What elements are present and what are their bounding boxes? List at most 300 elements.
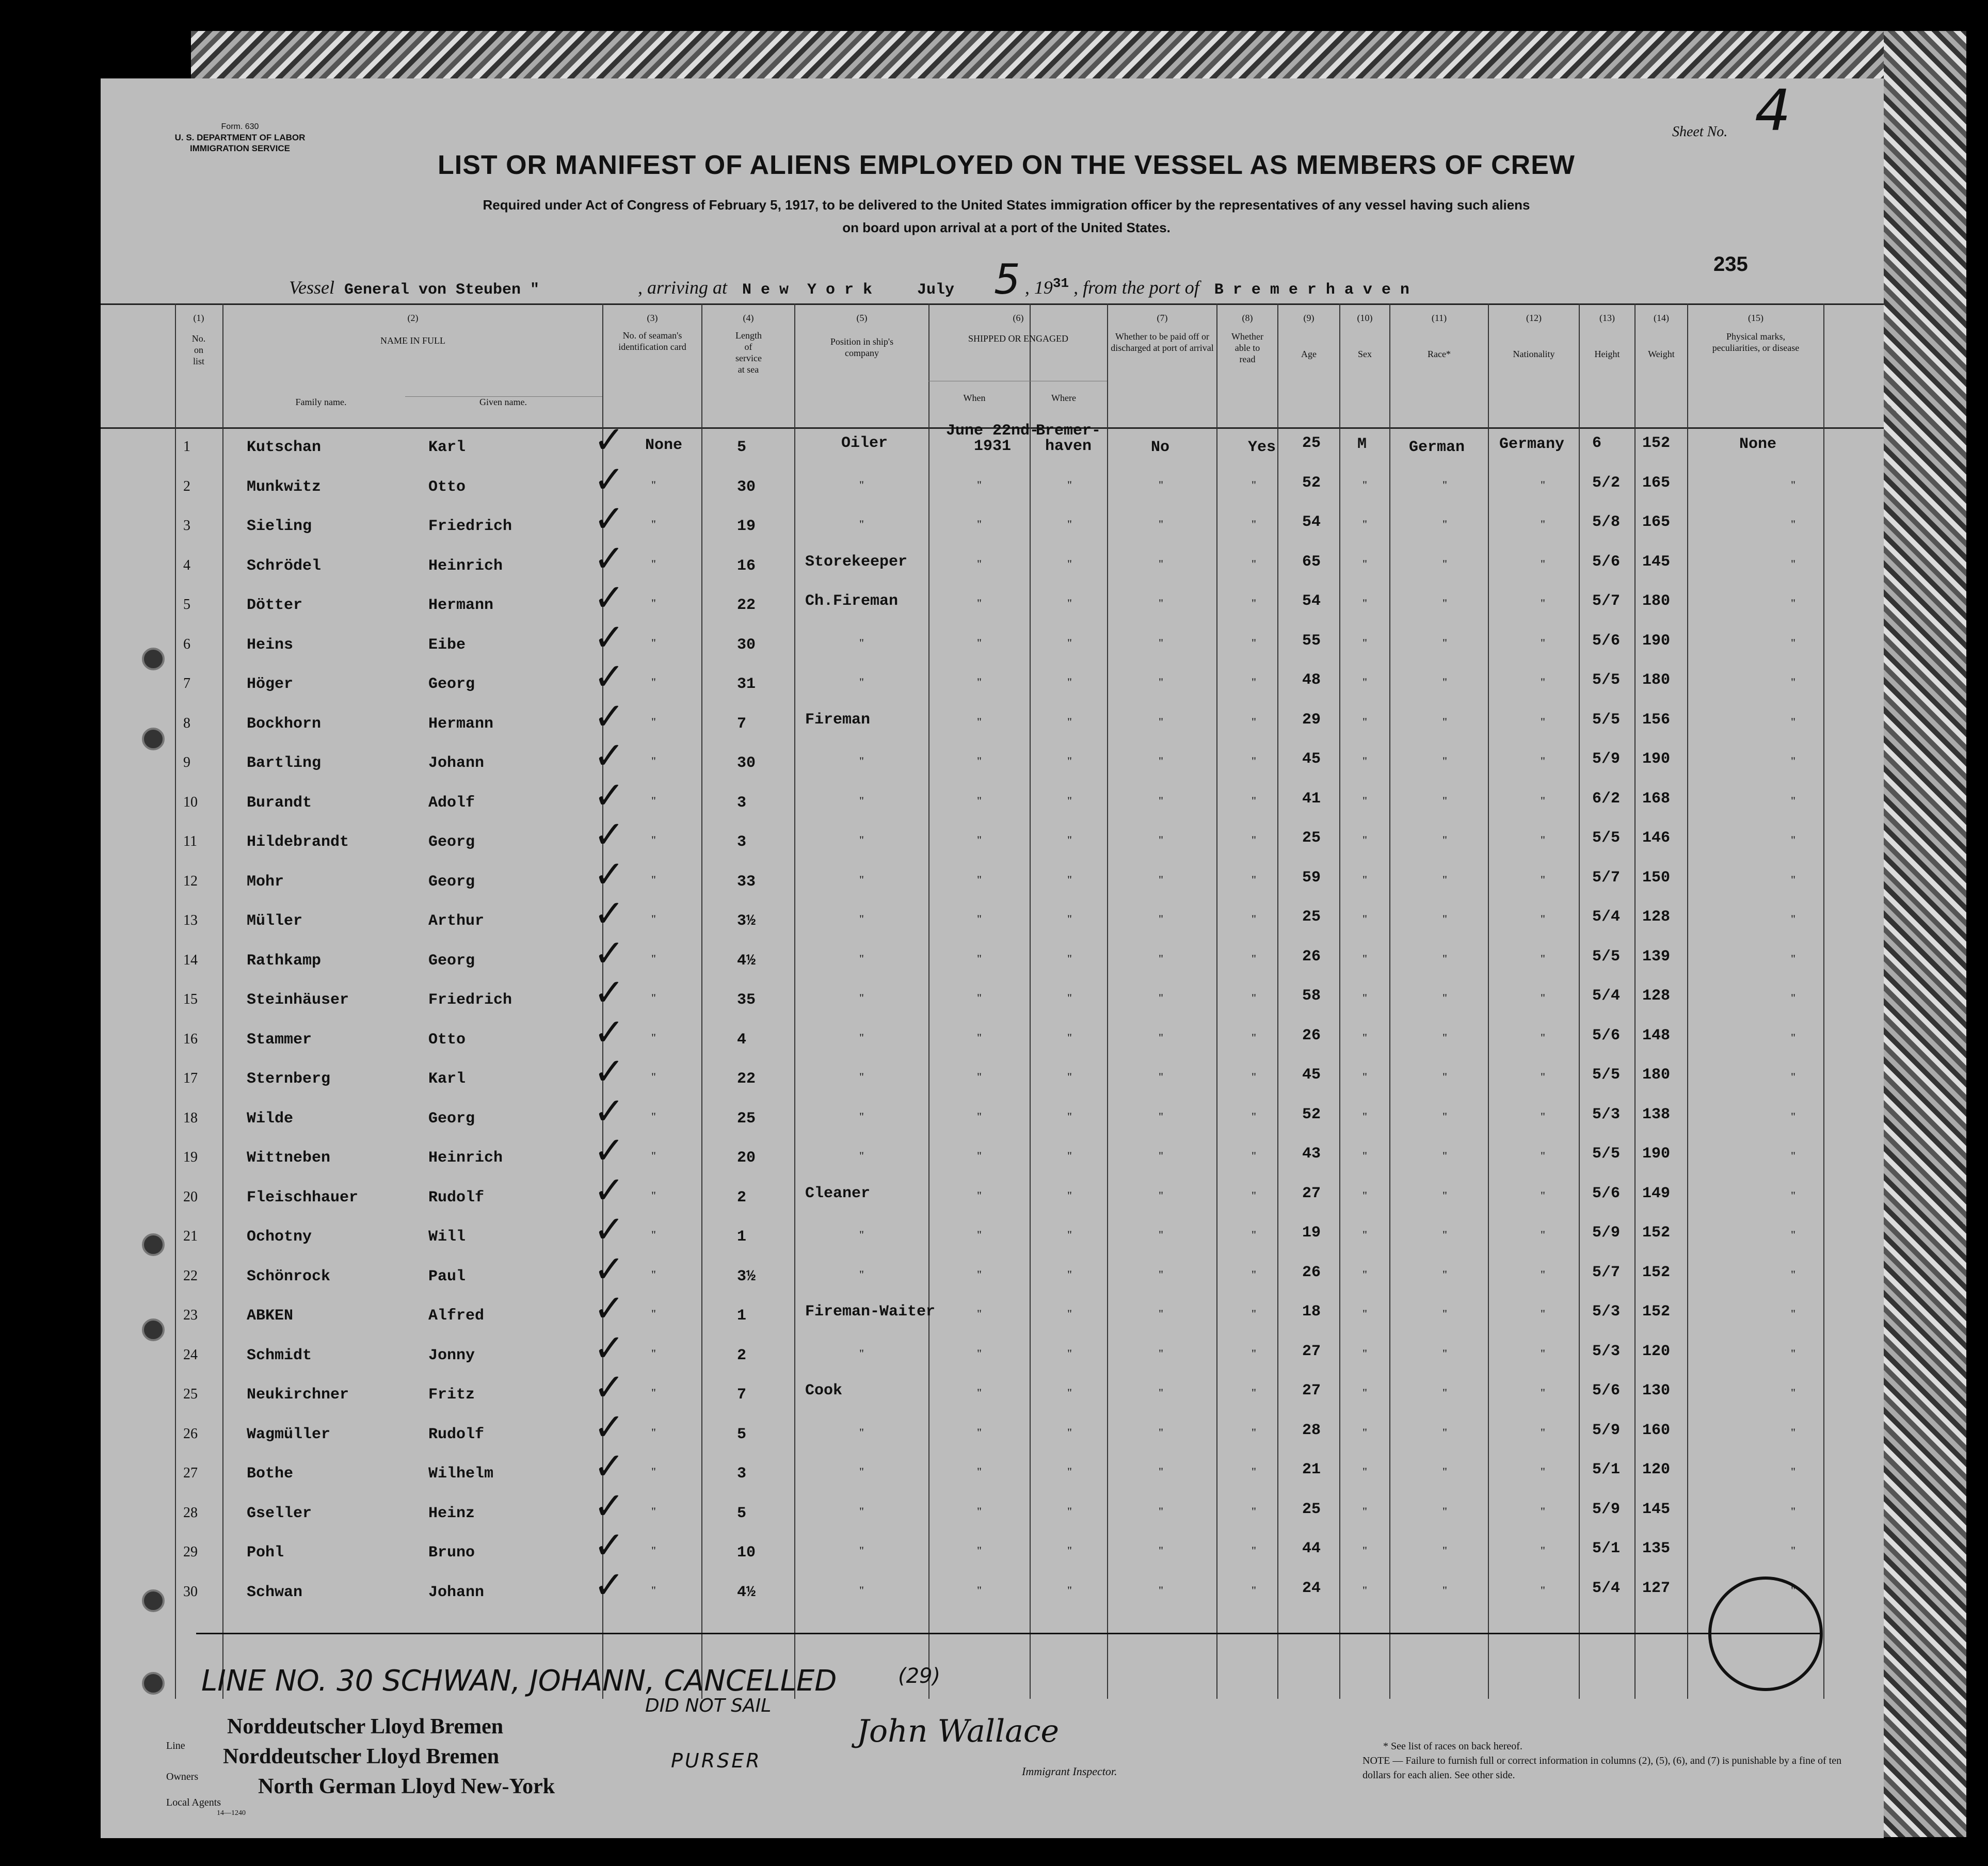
ditto-mark: " xyxy=(1541,873,1545,886)
age: 29 xyxy=(1302,711,1321,729)
print-code: 14—1240 xyxy=(217,1809,246,1817)
row-number: 29 xyxy=(183,1544,198,1560)
check-mark: ✓ xyxy=(594,457,625,501)
ditto-mark: " xyxy=(651,912,656,925)
row-number: 3 xyxy=(183,518,190,534)
service-length: 5 xyxy=(737,1425,747,1443)
row-number: 27 xyxy=(183,1465,198,1481)
ditto-mark: " xyxy=(859,478,864,491)
ditto-mark: " xyxy=(1362,557,1367,570)
ditto-mark: " xyxy=(1442,873,1447,886)
inspection-stamp xyxy=(1708,1577,1823,1691)
ditto-mark: " xyxy=(1252,991,1256,1004)
ditto-mark: " xyxy=(651,1425,656,1439)
given-name: Johann xyxy=(428,1583,485,1601)
ditto-mark: " xyxy=(1442,952,1447,965)
subtitle xyxy=(320,194,1693,239)
ditto-mark: " xyxy=(1541,1267,1545,1281)
family-name: Wagmüller xyxy=(247,1425,331,1443)
service-length: 19 xyxy=(737,518,756,535)
given-name: Otto xyxy=(428,1031,466,1049)
ditto-mark: " xyxy=(1252,1267,1256,1281)
height: 5/9 xyxy=(1592,1421,1621,1439)
ditto-mark: " xyxy=(1067,1504,1072,1518)
family-name: Gseller xyxy=(247,1504,312,1522)
ditto-mark: " xyxy=(1159,873,1163,886)
col-1-header: (1) No. on list xyxy=(191,313,206,366)
ditto-mark: " xyxy=(977,1425,982,1439)
ditto-mark: " xyxy=(1159,1070,1163,1083)
family-name: Sternberg xyxy=(247,1070,331,1088)
ditto-mark: " xyxy=(1362,1267,1367,1281)
row-number: 23 xyxy=(183,1307,198,1323)
height: 5/6 xyxy=(1592,1026,1621,1044)
col-12-header: (12) Nationality xyxy=(1513,313,1555,359)
ditto-mark: " xyxy=(859,952,864,965)
check-mark: ✓ xyxy=(594,615,625,659)
ditto-mark: " xyxy=(1362,912,1367,925)
ditto-mark: " xyxy=(1252,636,1256,649)
service: IMMIGRATION SERVICE xyxy=(190,143,290,153)
ditto-mark: " xyxy=(1067,715,1072,728)
inspector-label: Immigrant Inspector. xyxy=(1022,1765,1117,1778)
cancel-note: LINE NO. 30 SCHWAN, JOHANN, CANCELLED xyxy=(201,1664,837,1698)
year-prefix: , 19 xyxy=(1024,277,1053,298)
ditto-mark: " xyxy=(1362,1109,1367,1123)
ditto-mark: " xyxy=(1252,1465,1256,1478)
service-length: 7 xyxy=(737,1386,747,1404)
weight: 180 xyxy=(1642,671,1671,689)
row-number: 16 xyxy=(183,1031,198,1047)
ditto-mark: " xyxy=(1791,597,1795,609)
departure-port: B r e m e r h a v e n xyxy=(1214,281,1409,299)
ditto-mark: " xyxy=(651,1188,656,1202)
ditto-mark: " xyxy=(1067,873,1072,886)
row-number: 11 xyxy=(183,833,197,849)
ditto-mark: " xyxy=(1159,1544,1163,1557)
given-name: Georg xyxy=(428,873,475,891)
ditto-mark: " xyxy=(1252,715,1256,728)
weight: 152 xyxy=(1642,1224,1671,1242)
weight: 130 xyxy=(1642,1382,1671,1400)
ditto-mark: " xyxy=(1362,754,1367,767)
ditto-mark: " xyxy=(1791,478,1795,491)
service-length: 30 xyxy=(737,636,756,654)
given-name: Friedrich xyxy=(428,991,512,1009)
age: 19 xyxy=(1302,1224,1321,1242)
ditto-mark: " xyxy=(651,1267,656,1281)
given-name: Wilhelm xyxy=(428,1465,494,1483)
check-mark: ✓ xyxy=(594,852,625,896)
ditto-mark: " xyxy=(1067,833,1072,846)
family-name: Pohl xyxy=(247,1544,284,1562)
ditto-mark: " xyxy=(1791,1425,1795,1439)
ditto-mark: " xyxy=(1541,833,1545,846)
check-mark: ✓ xyxy=(594,418,625,461)
row-number: 21 xyxy=(183,1228,198,1244)
service-length: 30 xyxy=(737,478,756,496)
ditto-mark: " xyxy=(1791,1465,1795,1478)
ditto-mark: " xyxy=(1791,518,1795,530)
ditto-mark: " xyxy=(1442,1267,1447,1281)
ditto-mark: " xyxy=(977,1307,982,1320)
family-name: Heins xyxy=(247,636,294,654)
ditto-mark: " xyxy=(859,1544,864,1557)
height: 5/3 xyxy=(1592,1342,1621,1360)
ditto-mark: " xyxy=(1362,1070,1367,1083)
ditto-mark: " xyxy=(1442,1228,1447,1241)
ditto-mark: " xyxy=(1159,952,1163,965)
ditto-mark: " xyxy=(859,1228,864,1241)
height: 5/5 xyxy=(1592,671,1621,689)
col-6-where-header: Where xyxy=(1051,393,1076,403)
ditto-mark: " xyxy=(859,912,864,925)
ditto-mark: " xyxy=(1791,1109,1795,1123)
ditto-mark: " xyxy=(1791,557,1795,570)
row-number: 25 xyxy=(183,1386,198,1402)
ditto-mark: " xyxy=(1791,833,1795,846)
ditto-mark: " xyxy=(1067,1070,1072,1083)
ditto-mark: " xyxy=(1159,991,1163,1004)
family-name: Höger xyxy=(247,675,294,693)
col-6-header: (6) SHIPPED OR ENGAGED xyxy=(968,313,1068,344)
ditto-mark: " xyxy=(1442,1109,1447,1123)
ditto-mark: " xyxy=(1252,1149,1256,1162)
ditto-mark: " xyxy=(1159,557,1163,570)
col-9-header: (9) Age xyxy=(1301,313,1317,359)
ditto-mark: " xyxy=(1362,1188,1367,1202)
footnote-races: * See list of races on back hereof. xyxy=(1383,1741,1522,1752)
check-mark: ✓ xyxy=(594,1208,625,1251)
shipped-when: June 22nd-1931 xyxy=(945,422,1039,455)
age: 25 xyxy=(1302,1500,1321,1518)
ditto-mark: " xyxy=(977,1267,982,1281)
age: 65 xyxy=(1302,553,1321,571)
family-name: Munkwitz xyxy=(247,478,322,496)
ditto-mark: " xyxy=(977,833,982,846)
table-top-rule xyxy=(101,303,1884,305)
paid-off: No xyxy=(1151,439,1170,456)
ditto-mark: " xyxy=(1159,1109,1163,1123)
weight: 128 xyxy=(1642,908,1671,926)
height: 5/7 xyxy=(1592,1263,1621,1281)
service-length: 16 xyxy=(737,557,756,575)
arriving-label: , arriving at xyxy=(637,277,727,298)
service-length: 22 xyxy=(737,1070,756,1088)
ditto-mark: " xyxy=(1541,1149,1545,1162)
family-name: Ochotny xyxy=(247,1228,312,1246)
age: 27 xyxy=(1302,1184,1321,1202)
age: 26 xyxy=(1302,1263,1321,1281)
ditto-mark: " xyxy=(651,1149,656,1162)
check-mark: ✓ xyxy=(594,1326,625,1370)
family-name: Hildebrandt xyxy=(247,833,349,851)
check-mark: ✓ xyxy=(594,576,625,619)
ditto-mark: " xyxy=(1442,1031,1447,1044)
ditto-mark: " xyxy=(1252,794,1256,807)
weight: 190 xyxy=(1642,750,1671,768)
service-length: 2 xyxy=(737,1188,747,1207)
row-number: 15 xyxy=(183,991,198,1007)
height: 6/2 xyxy=(1592,790,1621,808)
page-number: 235 xyxy=(1713,253,1748,276)
given-name: Alfred xyxy=(428,1307,485,1325)
weight: 148 xyxy=(1642,1026,1671,1044)
ditto-mark: " xyxy=(1791,1228,1795,1241)
ditto-mark: " xyxy=(1541,675,1545,688)
ditto-mark: " xyxy=(1362,1228,1367,1241)
age: 27 xyxy=(1302,1342,1321,1360)
service-length: 5 xyxy=(737,439,747,456)
family-name: Bothe xyxy=(247,1465,294,1483)
ditto-mark: " xyxy=(1362,794,1367,807)
height: 5/7 xyxy=(1592,592,1621,610)
ditto-mark: " xyxy=(1442,675,1447,688)
owners-label: Owners xyxy=(166,1771,199,1782)
ditto-mark: " xyxy=(1442,1070,1447,1083)
position: Storekeeper xyxy=(805,553,908,571)
col-13-header: (13) Height xyxy=(1594,313,1620,359)
given-name: Paul xyxy=(428,1267,466,1285)
service-length: 3 xyxy=(737,833,747,851)
ditto-mark: " xyxy=(977,873,982,886)
ditto-mark: " xyxy=(859,794,864,807)
ditto-mark: " xyxy=(1541,1583,1545,1597)
ditto-mark: " xyxy=(1541,715,1545,728)
age: 54 xyxy=(1302,592,1321,610)
family-name: Wilde xyxy=(247,1109,294,1128)
ditto-mark: " xyxy=(1541,1504,1545,1518)
height: 5/3 xyxy=(1592,1105,1621,1123)
ditto-mark: " xyxy=(1159,518,1163,530)
weight: 128 xyxy=(1642,987,1671,1005)
height: 5/6 xyxy=(1592,1382,1621,1400)
age: 52 xyxy=(1302,474,1321,492)
row-number: 17 xyxy=(183,1070,198,1086)
ditto-mark: " xyxy=(859,675,864,688)
ditto-mark: " xyxy=(1159,1583,1163,1597)
ditto-mark: " xyxy=(1791,952,1795,965)
ditto-mark: " xyxy=(1541,597,1545,609)
physical-marks: None xyxy=(1739,436,1777,453)
ditto-mark: " xyxy=(1252,675,1256,688)
ditto-mark: " xyxy=(1252,1504,1256,1518)
ditto-mark: " xyxy=(1252,912,1256,925)
ditto-mark: " xyxy=(859,1109,864,1123)
service-length: 31 xyxy=(737,675,756,693)
check-mark: ✓ xyxy=(594,734,625,777)
given-name: Will xyxy=(428,1228,466,1246)
ditto-mark: " xyxy=(1362,1465,1367,1478)
check-mark: ✓ xyxy=(594,1484,625,1527)
ditto-mark: " xyxy=(1159,754,1163,767)
ditto-mark: " xyxy=(651,557,656,570)
family-name: Burandt xyxy=(247,794,312,812)
ditto-mark: " xyxy=(1159,1149,1163,1162)
given-name: Heinz xyxy=(428,1504,475,1522)
given-name: Georg xyxy=(428,1109,475,1128)
ditto-mark: " xyxy=(1791,912,1795,925)
height: 5/1 xyxy=(1592,1461,1621,1478)
weight: 165 xyxy=(1642,474,1671,492)
weight: 120 xyxy=(1642,1342,1671,1360)
service-length: 1 xyxy=(737,1228,747,1246)
height: 6 xyxy=(1592,435,1602,452)
ditto-mark: " xyxy=(651,1346,656,1360)
ditto-mark: " xyxy=(1252,1109,1256,1123)
service-length: 3½ xyxy=(737,912,756,930)
check-mark: ✓ xyxy=(594,1010,625,1054)
ditto-mark: " xyxy=(977,912,982,925)
height: 5/1 xyxy=(1592,1540,1621,1557)
service-length: 3 xyxy=(737,794,747,812)
ditto-mark: " xyxy=(651,952,656,965)
weight: 138 xyxy=(1642,1105,1671,1123)
ditto-mark: " xyxy=(1159,1504,1163,1518)
given-name: Eibe xyxy=(428,636,466,654)
ditto-mark: " xyxy=(1159,1425,1163,1439)
voyage-line xyxy=(289,255,1409,303)
family-name: Sieling xyxy=(247,518,312,535)
ditto-mark: " xyxy=(859,636,864,649)
ditto-mark: " xyxy=(1067,1583,1072,1597)
service-length: 10 xyxy=(737,1544,756,1562)
ditto-mark: " xyxy=(1791,754,1795,767)
height: 5/6 xyxy=(1592,1184,1621,1202)
family-name: Schrödel xyxy=(247,557,322,575)
family-name: Stammer xyxy=(247,1031,312,1049)
given-name: Rudolf xyxy=(428,1188,485,1207)
service-length: 20 xyxy=(737,1149,756,1167)
ditto-mark: " xyxy=(651,754,656,767)
ditto-mark: " xyxy=(1159,715,1163,728)
family-name: Rathkamp xyxy=(247,952,322,970)
service-length: 2 xyxy=(737,1346,747,1364)
shipped-where: Bremer- haven xyxy=(1035,422,1101,455)
check-mark: ✓ xyxy=(594,694,625,738)
able-to-read: Yes xyxy=(1248,439,1276,456)
ditto-mark: " xyxy=(1252,1070,1256,1083)
row-number: 9 xyxy=(183,754,190,770)
ditto-mark: " xyxy=(1067,912,1072,925)
ditto-mark: " xyxy=(651,675,656,688)
ditto-mark: " xyxy=(1159,597,1163,609)
height: 5/5 xyxy=(1592,829,1621,847)
ditto-mark: " xyxy=(1159,1465,1163,1478)
arrival-year: 31 xyxy=(1052,276,1069,291)
ditto-mark: " xyxy=(859,1425,864,1439)
position: Cleaner xyxy=(805,1184,871,1202)
ditto-mark: " xyxy=(1362,1386,1367,1399)
ditto-mark: " xyxy=(859,518,864,530)
service-length: 3½ xyxy=(737,1267,756,1285)
col-2-header: (2) NAME IN FULL xyxy=(380,313,445,346)
form-number: Form. 630 xyxy=(221,122,259,131)
ditto-mark: " xyxy=(1362,1504,1367,1518)
ditto-mark: " xyxy=(1541,912,1545,925)
ditto-mark: " xyxy=(1442,557,1447,570)
check-mark: ✓ xyxy=(594,1168,625,1212)
ditto-mark: " xyxy=(1791,1386,1795,1399)
ditto-mark: " xyxy=(859,1267,864,1281)
ditto-mark: " xyxy=(651,1544,656,1557)
ditto-mark: " xyxy=(859,1149,864,1162)
col-3-header: (3) No. of seaman's identification card xyxy=(618,313,686,352)
ditto-mark: " xyxy=(977,1149,982,1162)
check-mark: ✓ xyxy=(594,1405,625,1449)
ditto-mark: " xyxy=(977,1346,982,1360)
family-name: Neukirchner xyxy=(247,1386,349,1404)
ditto-mark: " xyxy=(859,1465,864,1478)
ditto-mark: " xyxy=(1252,1307,1256,1320)
ditto-mark: " xyxy=(1252,833,1256,846)
height: 5/6 xyxy=(1592,553,1621,571)
age: 43 xyxy=(1302,1145,1321,1163)
row-number: 26 xyxy=(183,1425,198,1442)
col-2-family-header: Family name. xyxy=(295,397,347,407)
vessel-name: General von Steuben " xyxy=(344,281,540,299)
ditto-mark: " xyxy=(1067,1346,1072,1360)
check-mark: ✓ xyxy=(594,892,625,935)
family-name: Schönrock xyxy=(247,1267,331,1285)
age: 45 xyxy=(1302,1066,1321,1084)
did-not-sail-note: DID NOT SAIL xyxy=(645,1695,772,1716)
ditto-mark: " xyxy=(1442,1504,1447,1518)
ditto-mark: " xyxy=(1442,597,1447,609)
weight: 152 xyxy=(1642,1263,1671,1281)
ditto-mark: " xyxy=(1362,636,1367,649)
row-number: 30 xyxy=(183,1583,198,1600)
subtitle-line-2: on board upon arrival at a port of the United States. xyxy=(842,220,1171,235)
ditto-mark: " xyxy=(1442,1386,1447,1399)
position: Oiler xyxy=(841,435,888,452)
check-mark: ✓ xyxy=(594,813,625,856)
ditto-mark: " xyxy=(1791,1504,1795,1518)
ditto-mark: " xyxy=(651,794,656,807)
ditto-mark: " xyxy=(1362,1425,1367,1439)
ditto-mark: " xyxy=(651,1228,656,1241)
service-length: 22 xyxy=(737,597,756,614)
height: 5/4 xyxy=(1592,987,1621,1005)
owners-name: Norddeutscher Lloyd Bremen xyxy=(223,1745,500,1768)
row-number: 28 xyxy=(183,1504,198,1521)
height: 5/5 xyxy=(1592,947,1621,966)
weight: 149 xyxy=(1642,1184,1671,1202)
subtitle-line-1: Required under Act of Congress of February 5, 1917, to be delivered to the United States immigration officer by the representatives of any vessel having such aliens xyxy=(483,197,1530,213)
height: 5/5 xyxy=(1592,711,1621,729)
family-name: Bartling xyxy=(247,754,322,772)
col-7-header: (7) Whether to be paid off or discharged at port of arrival xyxy=(1111,313,1214,353)
ditto-mark: " xyxy=(977,1228,982,1241)
ditto-mark: " xyxy=(1541,636,1545,649)
ditto-mark: " xyxy=(1541,1228,1545,1241)
ditto-mark: " xyxy=(1791,1070,1795,1083)
age: 18 xyxy=(1302,1303,1321,1321)
ditto-mark: " xyxy=(1067,597,1072,609)
col-5-header: (5) Position in ship's company xyxy=(830,313,894,358)
age: 25 xyxy=(1302,829,1321,847)
ditto-mark: " xyxy=(1067,557,1072,570)
given-name: Karl xyxy=(428,1070,466,1088)
row-number: 13 xyxy=(183,912,198,928)
given-name: Johann xyxy=(428,754,485,772)
local-agents-label: Local Agents xyxy=(166,1797,221,1808)
ditto-mark: " xyxy=(1159,1346,1163,1360)
ditto-mark: " xyxy=(859,833,864,846)
family-name: Schmidt xyxy=(247,1346,312,1364)
ditto-mark: " xyxy=(1442,1425,1447,1439)
ditto-mark: " xyxy=(1541,1544,1545,1557)
